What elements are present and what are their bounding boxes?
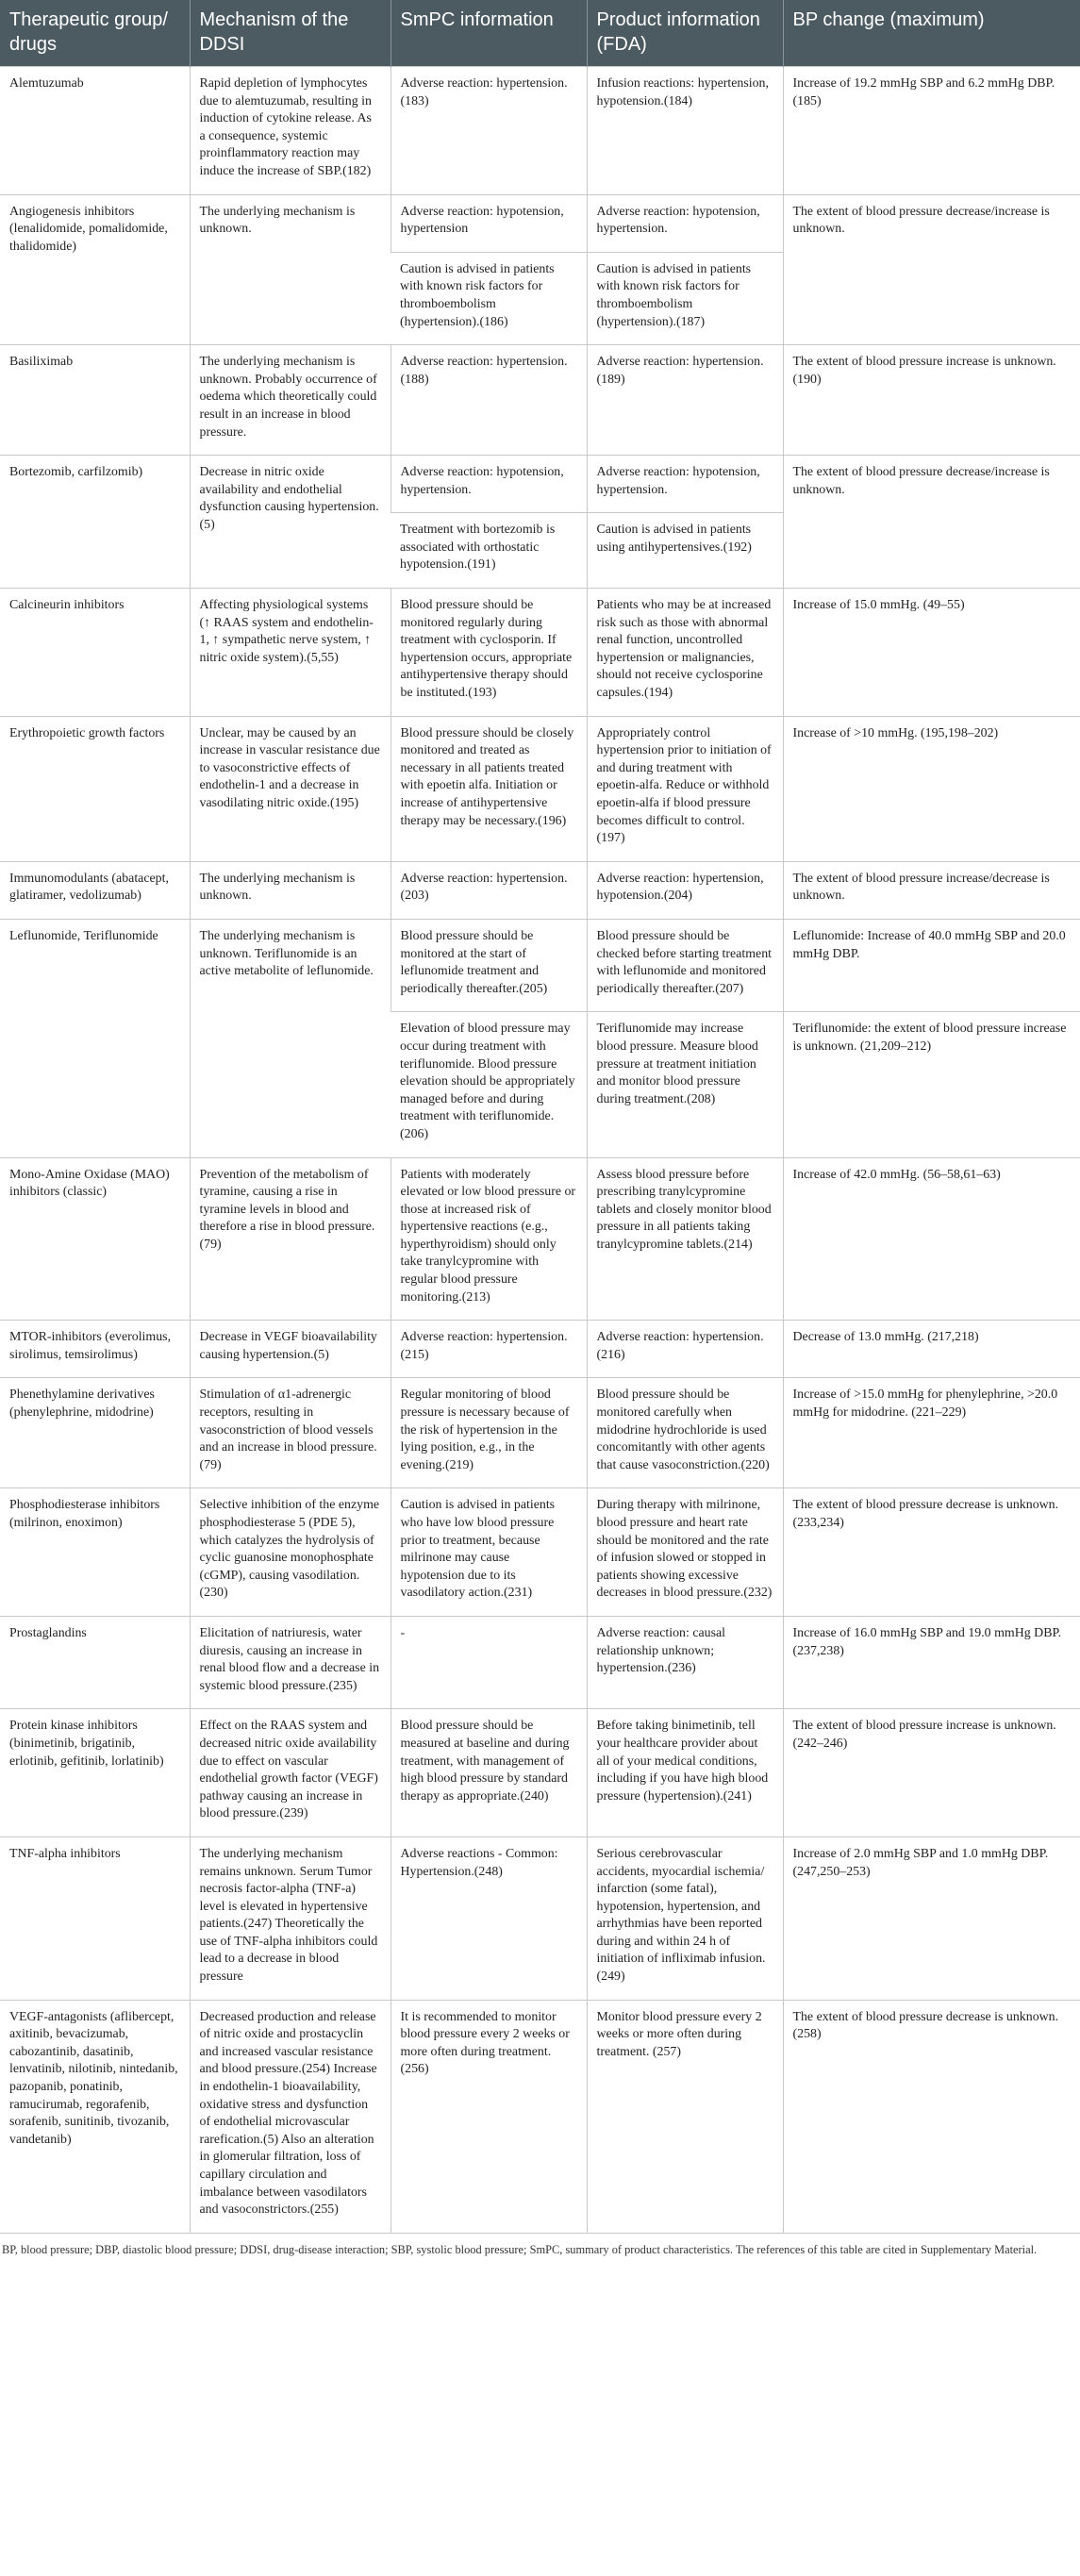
mechanism-cell: Rapid depletion of lymphocytes due to alemtuzumab, resulting in induction of cytokine release. As a consequence, systemic proinflammatory reaction may induce the increase of SBP.(182) <box>190 67 390 195</box>
smpc-cell: Patients with moderately elevated or low blood pressure or those at increased risk of hypertensive reactions (e.g., hyperthyroidism) should only take tranylcypromine with regular blood pressure monitoring.(213) <box>390 1157 587 1321</box>
mechanism-cell: Decrease in nitric oxide availability and endothelial dysfunction causing hypertension.(5) <box>190 456 390 589</box>
group-cell: Immunomodulants (abatacept, glatiramer, vedolizumab) <box>0 861 190 919</box>
smpc-cell: Caution is advised in patients with known risk factors for thromboembolism (hypertension).(186) <box>390 252 587 344</box>
smpc-cell: Adverse reactions - Common: Hypertension.(248) <box>390 1836 587 2000</box>
table-row <box>0 345 1080 456</box>
smpc-cell: Adverse reaction: hypotension, hypertension <box>390 194 587 252</box>
table-row <box>0 1836 1080 2000</box>
smpc-cell: Caution is advised in patients who have low blood pressure prior to treatment, because milrinone may cause hypotension due to its vasodilatory action.(231) <box>390 1488 587 1617</box>
smpc-cell: Blood pressure should be measured at baseline and during treatment, with management of high blood pressure by standard therapy as appropriate.(240) <box>390 1709 587 1837</box>
table-row <box>0 1709 1080 1837</box>
fda-cell: Before taking binimetinib, tell your healthcare provider about all of your medical conditions, including if you have high blood pressure (hypertension).(241) <box>587 1709 783 1837</box>
mechanism-cell: The underlying mechanism remains unknown. Serum Tumor necrosis factor-alpha (TNF-a) level is elevated in hypertensive patients.(247) Theoretically the use of TNF-alpha inhibitors could lead to a decrease in blood pressure <box>190 1836 390 2000</box>
smpc-cell: Blood pressure should be closely monitored and treated as necessary in all patients treated with epoetin alfa. Initiation or increase of antihypertensive therapy may be necessary.(196) <box>390 716 587 861</box>
fda-cell: Patients who may be at increased risk such as those with abnormal renal function, uncontrolled hypertension or malignancies, should not receive cyclosporine capsules.(194) <box>587 589 783 717</box>
bp-cell: The extent of blood pressure decrease is unknown. (233,234) <box>783 1488 1080 1617</box>
fda-cell: Adverse reaction: hypertension.(189) <box>587 345 783 456</box>
fda-cell: Adverse reaction: hypotension, hypertension. <box>587 194 783 252</box>
fda-cell: Caution is advised in patients with known risk factors for thromboembolism (hypertension).(187) <box>587 252 783 344</box>
bp-cell: The extent of blood pressure decrease/increase is unknown. <box>783 456 1080 589</box>
table-row <box>0 919 1080 1011</box>
bp-cell: Increase of 15.0 mmHg. (49–55) <box>783 589 1080 717</box>
fda-cell: During therapy with milrinone, blood pressure and heart rate should be monitored and the rate of infusion slowed or stopped in patients showing excessive decreases in blood pressure.(232) <box>587 1488 783 1617</box>
mechanism-cell: Selective inhibition of the enzyme phosphodiesterase 5 (PDE 5), which catalyzes the hydrolysis of cyclic guanosine monophosphate (cGMP), causing vasodilation.(230) <box>190 1488 390 1617</box>
bp-cell: Increase of >10 mmHg. (195,198–202) <box>783 716 1080 861</box>
mechanism-cell: Prevention of the metabolism of tyramine, causing a rise in tyramine levels in blood and therefore a rise in blood pressure.(79) <box>190 1157 390 1321</box>
bp-cell: The extent of blood pressure increase/decrease is unknown. <box>783 861 1080 919</box>
mechanism-cell: Decreased production and release of nitric oxide and prostacyclin and increased vascular resistance and blood pressure.(254) Increase in endothelin-1 bioavailability, oxidative stress and dysfunction of endothelial microvascular rarefication.(5) Also an alteration in glomerular filtration, loss of capillary circulation and imbalance between vasodilators and vasoconstrictors.(255) <box>190 2000 390 2233</box>
fda-cell: Adverse reaction: hypertension.(216) <box>587 1321 783 1378</box>
header-row <box>0 0 1080 67</box>
table-row <box>0 1488 1080 1617</box>
smpc-cell: Adverse reaction: hypotension, hypertension. <box>390 456 587 513</box>
header-therapeutic-group: Therapeutic group/ drugs <box>0 0 190 67</box>
group-cell: Protein kinase inhibitors (binimetinib, brigatinib, erlotinib, gefitinib, lorlatinib) <box>0 1709 190 1837</box>
smpc-cell: Regular monitoring of blood pressure is necessary because of the risk of hypertension in the lying position, e.g., in the evening.(219) <box>390 1378 587 1488</box>
mechanism-cell: Stimulation of α1-adrenergic receptors, resulting in vasoconstriction of blood vessels and an increase in blood pressure.(79) <box>190 1378 390 1488</box>
group-cell: Bortezomib, carfilzomib) <box>0 456 190 589</box>
table-row <box>0 2000 1080 2233</box>
header-bp-change: BP change (maximum) <box>783 0 1080 67</box>
smpc-cell: It is recommended to monitor blood pressure every 2 weeks or more often during treatment.(256) <box>390 2000 587 2233</box>
fda-cell: Caution is advised in patients using antihypertensives.(192) <box>587 513 783 589</box>
bp-cell: Leflunomide: Increase of 40.0 mmHg SBP and 20.0 mmHg DBP. <box>783 919 1080 1011</box>
bp-cell: The extent of blood pressure increase is unknown. (190) <box>783 345 1080 456</box>
table-row <box>0 861 1080 919</box>
group-cell: Leflunomide, Teriflunomide <box>0 919 190 1157</box>
smpc-cell: Adverse reaction: hypertension.(215) <box>390 1321 587 1378</box>
table-row <box>0 589 1080 717</box>
group-cell: Alemtuzumab <box>0 67 190 195</box>
bp-cell: Increase of 42.0 mmHg. (56–58,61–63) <box>783 1157 1080 1321</box>
table-row <box>0 1378 1080 1488</box>
mechanism-cell: The underlying mechanism is unknown. Probably occurrence of oedema which theoretically could result in an increase in blood pressure. <box>190 345 390 456</box>
mechanism-cell: Decrease in VEGF bioavailability causing hypertension.(5) <box>190 1321 390 1378</box>
group-cell: Angiogenesis inhibitors (lenalidomide, pomalidomide, thalidomide) <box>0 194 190 345</box>
fda-cell: Monitor blood pressure every 2 weeks or more often during treatment. (257) <box>587 2000 783 2233</box>
header-mechanism: Mechanism of the DDSI <box>190 0 390 67</box>
bp-cell: The extent of blood pressure decrease is unknown. (258) <box>783 2000 1080 2233</box>
group-cell: TNF-alpha inhibitors <box>0 1836 190 2000</box>
smpc-cell: - <box>390 1616 587 1708</box>
mechanism-cell: The underlying mechanism is unknown. Teriflunomide is an active metabolite of leflunomide. <box>190 919 390 1157</box>
smpc-cell: Adverse reaction: hypertension.(183) <box>390 67 587 195</box>
mechanism-cell: The underlying mechanism is unknown. <box>190 861 390 919</box>
group-cell: Phenethylamine derivatives (phenylephrine, midodrine) <box>0 1378 190 1488</box>
bp-cell: Increase of 19.2 mmHg SBP and 6.2 mmHg DBP. (185) <box>783 67 1080 195</box>
mechanism-cell: Elicitation of natriuresis, water diuresis, causing an increase in renal blood flow and a decrease in systemic blood pressure.(235) <box>190 1616 390 1708</box>
group-cell: VEGF-antagonists (aflibercept, axitinib, bevacizumab, cabozantinib, dasatinib, lenvatinib, nilotinib, nintedanib, pazopanib, ponatinib, ramucirumab, regorafenib, sorafenib, sunitinib, tivozanib, vandetanib) <box>0 2000 190 2233</box>
smpc-cell: Adverse reaction: hypertension.(203) <box>390 861 587 919</box>
fda-cell: Teriflunomide may increase blood pressure. Measure blood pressure at treatment initiation and monitor blood pressure during treatment.(208) <box>587 1012 783 1157</box>
bp-cell: Teriflunomide: the extent of blood pressure increase is unknown. (21,209–212) <box>783 1012 1080 1157</box>
group-cell: MTOR-inhibitors (everolimus, sirolimus, temsirolimus) <box>0 1321 190 1378</box>
mechanism-cell: Affecting physiological systems (↑ RAAS system and endothelin-1, ↑ sympathetic nerve system, ↑ nitric oxide system).(5,55) <box>190 589 390 717</box>
bp-cell: Increase of 2.0 mmHg SBP and 1.0 mmHg DBP. (247,250–253) <box>783 1836 1080 2000</box>
table-row <box>0 716 1080 861</box>
fda-cell: Serious cerebrovascular accidents, myocardial ischemia/ infarction (some fatal), hypotension, hypertension, and arrhythmias have been reported during and within 24 h of initiation of infliximab infusion.(249) <box>587 1836 783 2000</box>
bp-cell: The extent of blood pressure decrease/increase is unknown. <box>783 194 1080 345</box>
table-row <box>0 194 1080 252</box>
group-cell: Basiliximab <box>0 345 190 456</box>
group-cell: Calcineurin inhibitors <box>0 589 190 717</box>
group-cell: Prostaglandins <box>0 1616 190 1708</box>
smpc-cell: Adverse reaction: hypertension.(188) <box>390 345 587 456</box>
fda-cell: Adverse reaction: hypertension, hypotension.(204) <box>587 861 783 919</box>
bp-cell: Increase of >15.0 mmHg for phenylephrine, >20.0 mmHg for midodrine. (221–229) <box>783 1378 1080 1488</box>
header-fda: Product information (FDA) <box>587 0 783 67</box>
group-cell: Phosphodiesterase inhibitors (milrinon, enoximon) <box>0 1488 190 1617</box>
header-smpc: SmPC information <box>390 0 587 67</box>
group-cell: Mono-Amine Oxidase (MAO) inhibitors (classic) <box>0 1157 190 1321</box>
group-cell: Erythropoietic growth factors <box>0 716 190 861</box>
bp-cell: Decrease of 13.0 mmHg. (217,218) <box>783 1321 1080 1378</box>
fda-cell: Blood pressure should be monitored carefully when midodrine hydrochloride is used concomitantly with other agents that cause vasoconstriction.(220) <box>587 1378 783 1488</box>
mechanism-cell: The underlying mechanism is unknown. <box>190 194 390 345</box>
smpc-cell: Blood pressure should be monitored regularly during treatment with cyclosporin. If hypertension occurs, appropriate antihypertensive therapy should be instituted.(193) <box>390 589 587 717</box>
fda-cell: Blood pressure should be checked before starting treatment with leflunomide and monitored periodically thereafter.(207) <box>587 919 783 1011</box>
table-row <box>0 456 1080 513</box>
mechanism-cell: Unclear, may be caused by an increase in vascular resistance due to vasoconstrictive effects of endothelin-1 and a decrease in vasodilating nitric oxide.(195) <box>190 716 390 861</box>
bp-cell: Increase of 16.0 mmHg SBP and 19.0 mmHg DBP. (237,238) <box>783 1616 1080 1708</box>
bp-cell: The extent of blood pressure increase is unknown. (242–246) <box>783 1709 1080 1837</box>
table-row <box>0 1157 1080 1321</box>
table-row <box>0 67 1080 195</box>
smpc-cell: Elevation of blood pressure may occur during treatment with teriflunomide. Blood pressure elevation should be appropriately managed before and during treatment with teriflunomide.(206) <box>390 1012 587 1157</box>
table-row <box>0 1321 1080 1378</box>
fda-cell: Appropriately control hypertension prior to initiation of and during treatment with epoetin-alfa. Reduce or withhold epoetin-alfa if blood pressure becomes difficult to control.(197) <box>587 716 783 861</box>
fda-cell: Assess blood pressure before prescribing tranylcypromine tablets and closely monitor blood pressure in all patients taking tranylcypromine tablets.(214) <box>587 1157 783 1321</box>
table-footnote: BP, blood pressure; DBP, diastolic blood pressure; DDSI, drug-disease interaction; SBP, systolic blood pressure; SmPC, summary of product characteristics. The references of this table are cited in Supplementary Material. <box>0 2233 1080 2258</box>
fda-cell: Adverse reaction: hypotension, hypertension. <box>587 456 783 513</box>
fda-cell: Adverse reaction: causal relationship unknown; hypertension.(236) <box>587 1616 783 1708</box>
smpc-cell: Treatment with bortezomib is associated with orthostatic hypotension.(191) <box>390 513 587 589</box>
table-row <box>0 1616 1080 1708</box>
fda-cell: Infusion reactions: hypertension, hypotension.(184) <box>587 67 783 195</box>
mechanism-cell: Effect on the RAAS system and decreased nitric oxide availability due to effect on vascular endothelial growth factor (VEGF) pathway causing an increase in blood pressure.(239) <box>190 1709 390 1837</box>
smpc-cell: Blood pressure should be monitored at the start of leflunomide treatment and periodically thereafter.(205) <box>390 919 587 1011</box>
